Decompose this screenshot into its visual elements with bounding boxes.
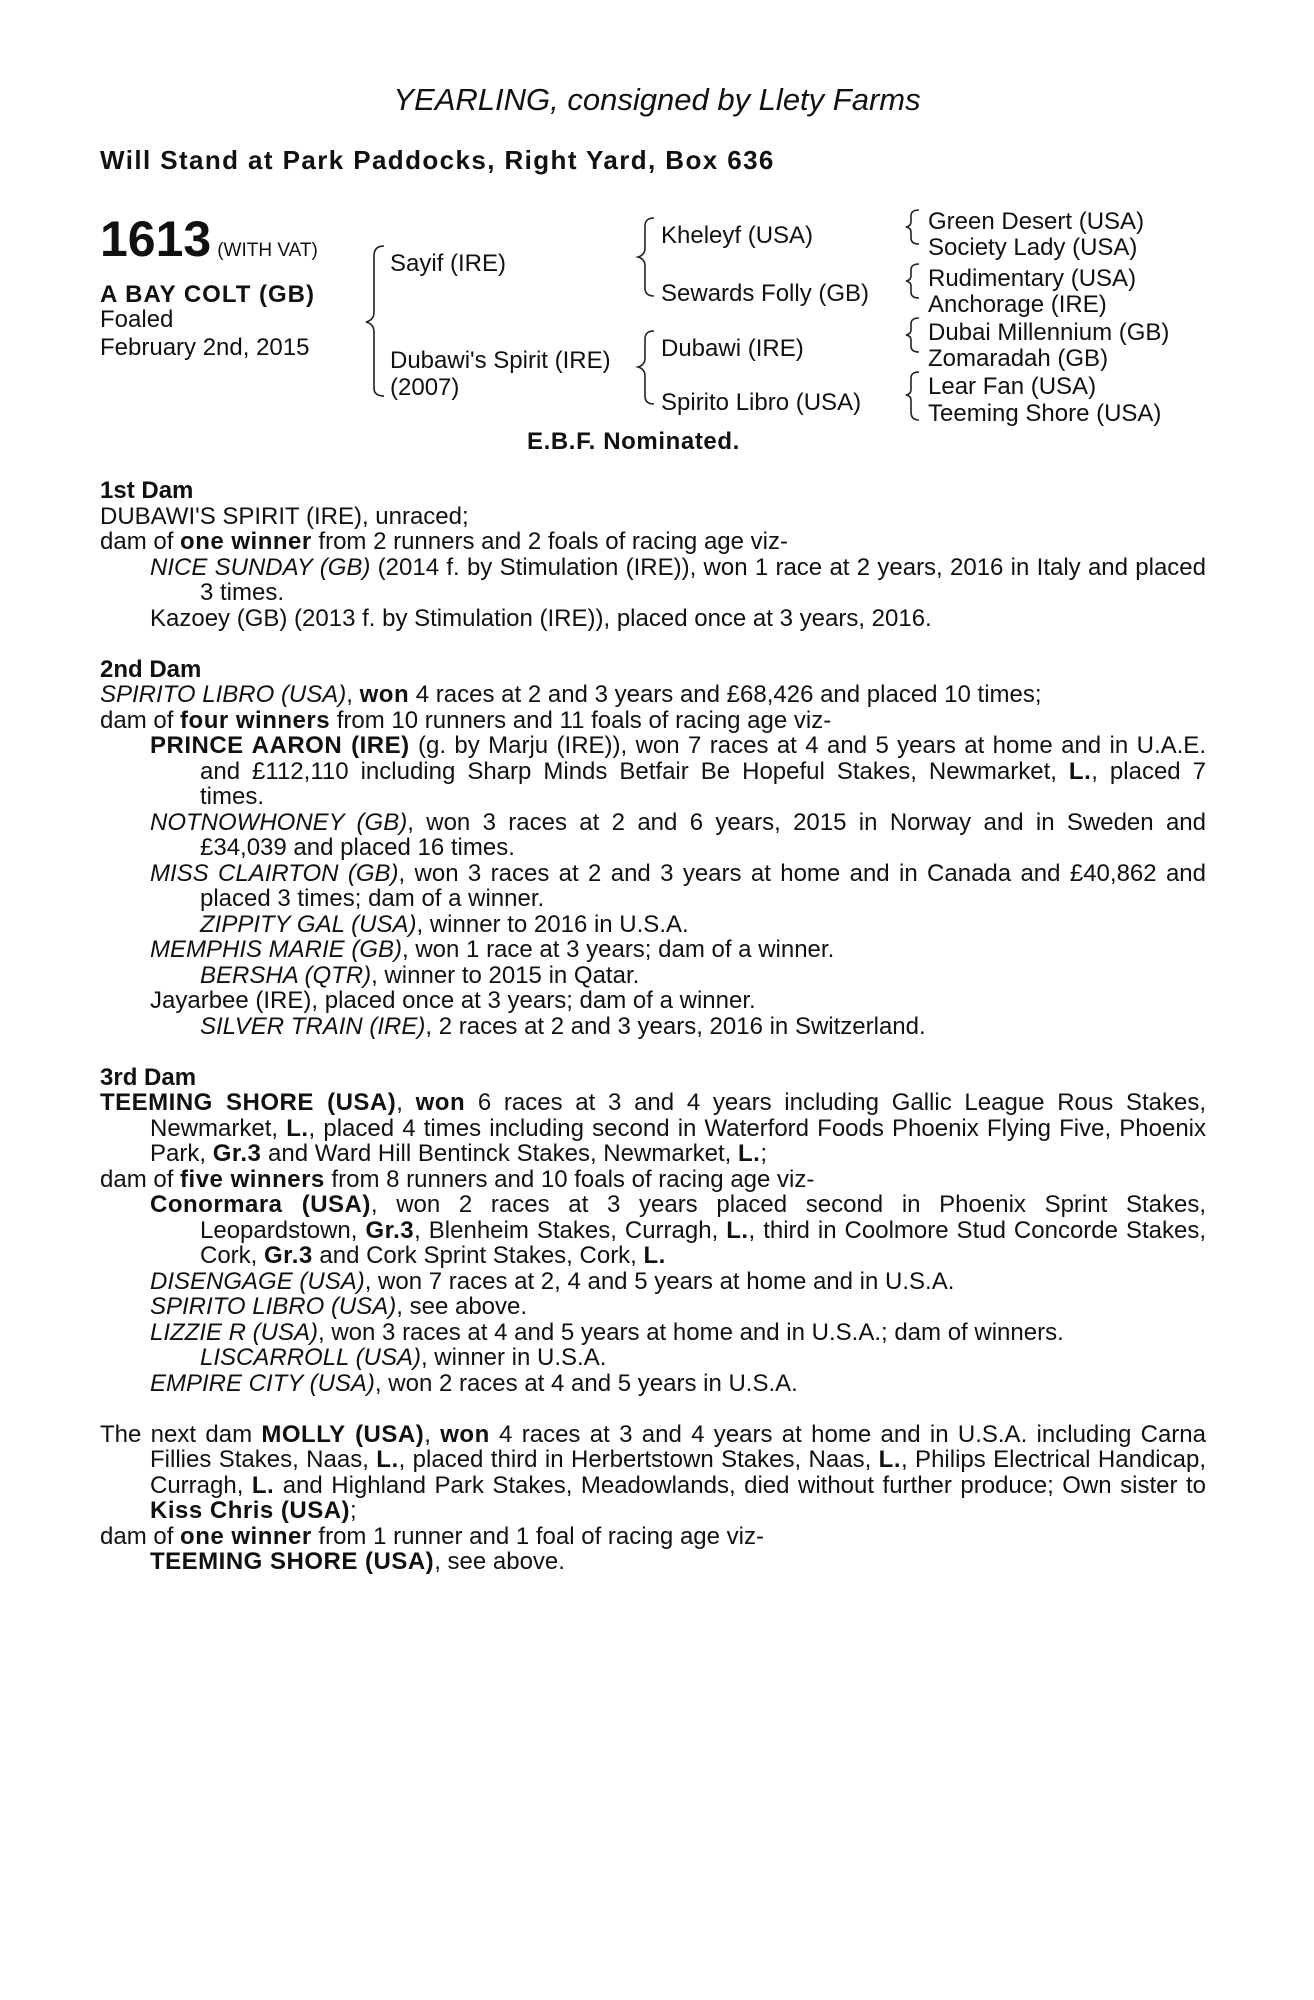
- horse-record: , placed 4 times including second in Waterford Foods Phoenix Flying Five, Phoenix Park,: [150, 1114, 1207, 1167]
- produce-jayarbee: Jayarbee (IRE), placed once at 3 years; dam of a winner.: [150, 987, 756, 1014]
- dam-name: Dubawi's Spirit (IRE): [390, 347, 611, 374]
- text-span: dam of: [100, 528, 181, 555]
- group-label: Gr.3: [365, 1216, 415, 1244]
- produce-empire-city: [100, 1371, 1206, 1397]
- sire-name: Sayif (IRE): [390, 250, 507, 277]
- horse-record: 4 races at 3 and 4 years at home and in U.S.A. including Carna Fillies Stakes, Naas,: [150, 1420, 1206, 1473]
- next-dam-section: [100, 1422, 1206, 1575]
- text-span: from 2 runners and 2 foals of racing age viz-: [311, 528, 788, 555]
- horse-name: EMPIRE CITY (USA): [150, 1369, 375, 1397]
- page-title: YEARLING, consigned by Llety Farms: [393, 82, 921, 117]
- horse-record: , won 3 races at 4 and 5 years at home and in U.S.A.; dam of winners.: [318, 1318, 1064, 1346]
- won-label: won: [415, 1089, 466, 1116]
- horse-name: PRINCE AARON (IRE): [150, 732, 410, 759]
- text-span: from 1 runner and 1 foal of racing age viz-: [311, 1522, 764, 1550]
- won-label: won: [359, 681, 410, 708]
- sire-dam-name: Sewards Folly (GB): [661, 280, 870, 307]
- text-span: dam of: [100, 1522, 181, 1550]
- first-dam-line: DUBAWI'S SPIRIT (IRE), unraced;: [100, 502, 469, 530]
- dam-brace: [638, 331, 654, 404]
- horse-name: Kiss Chris (USA): [150, 1497, 351, 1524]
- foaled-label: Foaled: [100, 306, 174, 333]
- horse-record: , see above.: [434, 1548, 565, 1575]
- produce-conormara: [100, 1192, 1206, 1269]
- produce-notnowhoney: [100, 810, 1206, 861]
- listed-label: L.: [726, 1216, 749, 1244]
- sire-brace: [638, 218, 654, 296]
- horse-record: , won 1 race at 3 years; dam of a winner.: [402, 936, 835, 963]
- horse-record: (2014 f. by Stimulation (IRE)), won 1 race at 2 years, 2016 in Italy and placed 3 times.: [200, 553, 1206, 606]
- second-dam-section: [100, 657, 1206, 1040]
- produce-lizzie-r: [100, 1320, 1206, 1346]
- winners-count: four winners: [180, 706, 331, 734]
- horse-record: 6 races at 3 and 4 years including Gallic League Rous Stakes, Newmarket,: [150, 1089, 1206, 1142]
- produce-bersha: [100, 963, 1206, 989]
- horse-name: SPIRITO LIBRO (USA): [150, 1293, 397, 1320]
- text-span: dam of: [100, 1165, 181, 1193]
- listed-label: L.: [878, 1446, 901, 1473]
- brace-g3: [906, 318, 919, 352]
- grandparent-2: Society Lady (USA): [928, 234, 1138, 261]
- horse-name: MEMPHIS MARIE (GB): [150, 936, 403, 963]
- winners-count: one winner: [180, 528, 312, 555]
- produce-spirito-libro: [100, 1294, 1206, 1320]
- horse-record: , won 7 races at 2, 4 and 5 years at home and in U.S.A.: [364, 1267, 955, 1295]
- winners-count: one winner: [180, 1522, 312, 1550]
- third-dam-line: [100, 1090, 1206, 1167]
- produce-teeming-shore: [100, 1549, 1206, 1575]
- horse-record: , won 3 races at 2 and 6 years, 2015 in Norway and in Sweden and £34,039 and placed 16 times.: [200, 808, 1207, 861]
- horse-record: , see above.: [396, 1293, 528, 1320]
- brace-g2: [906, 264, 919, 298]
- dam-sire-name: Dubawi (IRE): [661, 335, 804, 362]
- ebf-nominated: E.B.F. Nominated.: [527, 428, 740, 455]
- horse-name: DISENGAGE (USA): [150, 1267, 365, 1295]
- horse-record: , Philips Electrical Handicap, Curragh,: [150, 1446, 1206, 1499]
- won-label: won: [440, 1420, 490, 1448]
- produce-silver-train: [100, 1014, 1206, 1040]
- third-dam-produce-line: [100, 1167, 1206, 1193]
- horse-name: MISS CLAIRTON (GB): [150, 859, 399, 887]
- horse-record: , placed third in Herbertstown Stakes, Naas,: [398, 1446, 879, 1473]
- horse-name: SPIRITO LIBRO (USA): [100, 681, 347, 708]
- third-dam-section: [100, 1065, 1206, 1397]
- third-dam-heading: 3rd Dam: [100, 1063, 197, 1091]
- stand-location: Will Stand at Park Paddocks, Right Yard, Box 636: [100, 145, 775, 175]
- horse-record: , won 3 races at 2 and 3 years at home and in Canada and £40,862 and placed 3 times; dam of a winner.: [200, 859, 1207, 912]
- listed-label: L.: [376, 1446, 399, 1473]
- second-dam-produce-line: [100, 708, 1206, 734]
- horse-name: MOLLY (USA): [261, 1420, 425, 1448]
- next-dam-line: [100, 1422, 1206, 1524]
- winners-count: five winners: [180, 1165, 325, 1193]
- grandparent-1: Green Desert (USA): [928, 208, 1145, 235]
- first-dam-section: [100, 478, 1206, 631]
- text-span: ;: [760, 1140, 768, 1167]
- first-dam-heading: 1st Dam: [100, 477, 194, 504]
- text-span: The next dam: [100, 1420, 262, 1448]
- lot-description: A BAY COLT (GB): [100, 281, 316, 308]
- horse-name: Conormara (USA): [150, 1191, 371, 1218]
- horse-name: ZIPPITY GAL (USA): [200, 910, 417, 938]
- lot-number: 1613: [100, 211, 212, 267]
- produce-kazoey: Kazoey (GB) (2013 f. by Stimulation (IRE)), placed once at 3 years, 2016.: [150, 604, 932, 632]
- catalogue-body: [100, 478, 1206, 1600]
- listed-label: L.: [738, 1140, 761, 1167]
- text-span: from 8 runners and 10 foals of racing age viz-: [324, 1165, 815, 1193]
- text-span: ,: [346, 681, 360, 708]
- grandparent-7: Lear Fan (USA): [928, 373, 1097, 400]
- text-span: dam of: [100, 706, 181, 734]
- horse-name: NICE SUNDAY (GB): [150, 553, 371, 581]
- main-brace: [366, 246, 384, 396]
- text-span: ,: [396, 1089, 416, 1116]
- horse-record: , Blenheim Stakes, Curragh,: [414, 1216, 727, 1244]
- produce-zippity-gal: [100, 912, 1206, 938]
- horse-name: TEEMING SHORE (USA): [150, 1548, 435, 1575]
- horse-name: SILVER TRAIN (IRE): [200, 1012, 426, 1040]
- dam-dam-name: Spirito Libro (USA): [661, 389, 862, 416]
- listed-label: L.: [286, 1114, 309, 1142]
- produce-memphis-marie: [100, 937, 1206, 963]
- horse-record: , winner in U.S.A.: [420, 1344, 607, 1371]
- listed-label: L.: [1068, 757, 1092, 785]
- horse-record: , winner to 2016 in U.S.A.: [416, 910, 689, 938]
- brace-g4: [906, 372, 919, 420]
- produce-prince-aaron: [100, 733, 1206, 810]
- horse-name: LIZZIE R (USA): [150, 1318, 319, 1346]
- first-dam-produce-line: [100, 529, 1206, 555]
- brace-g1: [906, 210, 919, 244]
- horse-record: (g. by Marju (IRE)), won 7 races at 4 and 5 years at home and in U.A.E. and £112,110 including Sharp Minds Betfair Be Hopeful Stakes, Newmarket,: [200, 732, 1206, 785]
- produce-disengage: [100, 1269, 1206, 1295]
- grandparent-5: Dubai Millennium (GB): [928, 319, 1170, 346]
- listed-label: L.: [643, 1242, 666, 1269]
- sire-sire-name: Kheleyf (USA): [661, 222, 814, 249]
- horse-record: , 2 races at 2 and 3 years, 2016 in Switzerland.: [425, 1012, 926, 1040]
- grandparent-4: Anchorage (IRE): [928, 291, 1107, 318]
- horse-record: and Cork Sprint Stakes, Cork,: [312, 1242, 644, 1269]
- text-span: ,: [424, 1420, 441, 1448]
- second-dam-heading: 2nd Dam: [100, 655, 202, 683]
- grandparent-8: Teeming Shore (USA): [928, 400, 1162, 427]
- horse-record: , winner to 2015 in Qatar.: [371, 961, 640, 989]
- horse-name: LISCARROLL (USA): [200, 1344, 421, 1371]
- vat-label: (WITH VAT): [217, 240, 318, 261]
- horse-record: and Ward Hill Bentinck Stakes, Newmarket,: [261, 1140, 739, 1167]
- group-label: Gr.3: [212, 1140, 262, 1167]
- horse-record: and Highland Park Stakes, Meadowlands, died without further produce; Own sister to: [274, 1471, 1206, 1499]
- text-span: ;: [350, 1497, 357, 1524]
- produce-liscarroll: [100, 1345, 1206, 1371]
- horse-record: , placed 7 times.: [200, 757, 1206, 810]
- grandparent-6: Zomaradah (GB): [928, 345, 1109, 372]
- horse-name: BERSHA (QTR): [200, 961, 372, 989]
- next-dam-produce-line: [100, 1524, 1206, 1550]
- text-span: from 10 runners and 11 foals of racing age viz-: [330, 706, 832, 734]
- second-dam-line: [100, 682, 1206, 708]
- group-label: Gr.3: [264, 1242, 313, 1269]
- produce-miss-clairton: [100, 861, 1206, 912]
- produce-nice-sunday: [100, 555, 1206, 606]
- horse-record: 4 races at 2 and 3 years and £68,426 and placed 10 times;: [409, 681, 1042, 708]
- horse-name: TEEMING SHORE (USA): [100, 1089, 397, 1116]
- horse-record: , won 2 races at 4 and 5 years in U.S.A.: [374, 1369, 798, 1397]
- horse-record: , third in Coolmore Stud Concorde Stakes, Cork,: [200, 1216, 1207, 1269]
- horse-record: , won 2 races at 3 years placed second in Phoenix Sprint Stakes, Leopardstown,: [200, 1191, 1206, 1244]
- horse-name: NOTNOWHONEY (GB): [150, 808, 408, 836]
- dam-year: (2007): [390, 374, 460, 401]
- foaled-date: February 2nd, 2015: [100, 334, 310, 361]
- grandparent-3: Rudimentary (USA): [928, 265, 1137, 292]
- listed-label: L.: [251, 1471, 275, 1499]
